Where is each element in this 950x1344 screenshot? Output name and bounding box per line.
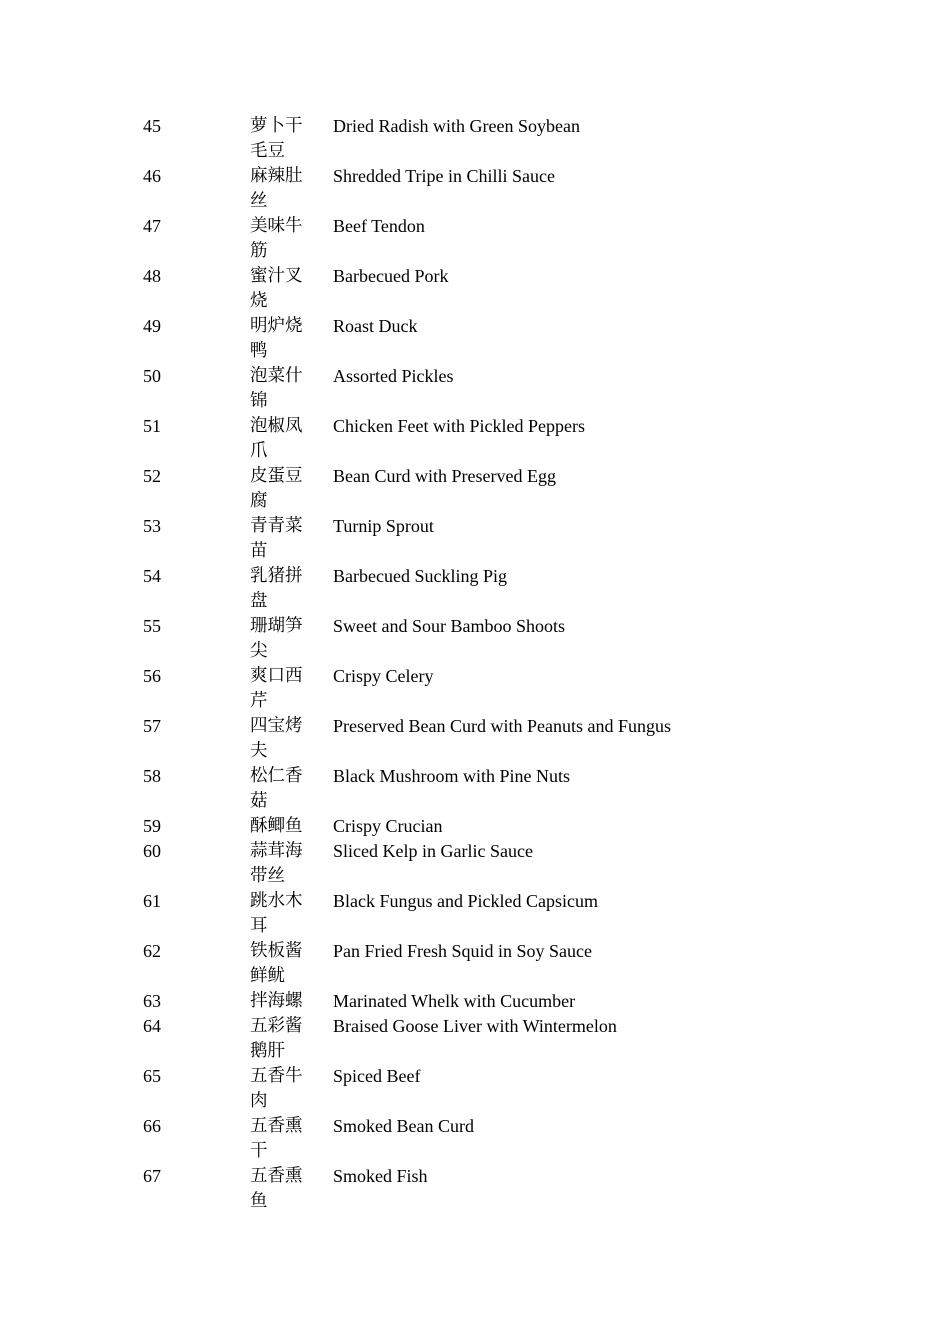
menu-table xyxy=(143,114,783,1214)
menu-row xyxy=(143,414,783,464)
item-number: 63 xyxy=(143,991,161,1011)
item-chinese-name: 珊瑚笋尖 xyxy=(250,616,303,661)
menu-row xyxy=(143,614,783,664)
item-chinese-name: 五香牛肉 xyxy=(250,1066,303,1111)
item-english-name: Turnip Sprout xyxy=(333,516,434,536)
menu-row xyxy=(143,1064,783,1114)
item-number: 53 xyxy=(143,516,161,536)
item-english-name: Shredded Tripe in Chilli Sauce xyxy=(333,166,555,186)
item-number: 61 xyxy=(143,891,161,911)
item-chinese-name: 松仁香菇 xyxy=(250,766,303,811)
item-english-name: Marinated Whelk with Cucumber xyxy=(333,991,576,1011)
menu-row xyxy=(143,989,783,1014)
item-chinese-name: 麻辣肚丝 xyxy=(250,166,303,211)
item-chinese-name: 拌海螺 xyxy=(250,991,303,1011)
item-english-name: Pan Fried Fresh Squid in Soy Sauce xyxy=(333,941,592,961)
menu-row xyxy=(143,314,783,364)
item-english-name: Sliced Kelp in Garlic Sauce xyxy=(333,841,533,861)
item-chinese-name: 蒜茸海带丝 xyxy=(250,841,303,886)
item-number: 47 xyxy=(143,216,161,236)
item-number: 65 xyxy=(143,1066,161,1086)
item-number: 66 xyxy=(143,1116,161,1136)
item-number: 46 xyxy=(143,166,161,186)
item-chinese-name: 酥鲫鱼 xyxy=(250,816,303,836)
item-chinese-name: 萝卜干毛豆 xyxy=(250,116,303,161)
item-chinese-name: 明炉烧鸭 xyxy=(250,316,303,361)
item-chinese-name: 乳猪拼盘 xyxy=(250,566,303,611)
item-number: 55 xyxy=(143,616,161,636)
item-chinese-name: 爽口西芹 xyxy=(250,666,303,711)
menu-row xyxy=(143,514,783,564)
item-chinese-name: 泡菜什锦 xyxy=(250,366,303,411)
item-chinese-name: 四宝烤夫 xyxy=(250,716,303,761)
item-english-name: Chicken Feet with Pickled Peppers xyxy=(333,416,585,436)
item-english-name: Dried Radish with Green Soybean xyxy=(333,116,580,136)
item-chinese-name: 青青菜苗 xyxy=(250,516,303,561)
menu-row xyxy=(143,1114,783,1164)
item-english-name: Bean Curd with Preserved Egg xyxy=(333,466,556,486)
item-english-name: Black Fungus and Pickled Capsicum xyxy=(333,891,598,911)
menu-row xyxy=(143,164,783,214)
item-number: 56 xyxy=(143,666,161,686)
menu-row xyxy=(143,839,783,889)
menu-row xyxy=(143,939,783,989)
item-chinese-name: 五香熏干 xyxy=(250,1116,303,1161)
item-chinese-name: 蜜汁叉烧 xyxy=(250,266,303,311)
menu-row xyxy=(143,564,783,614)
item-number: 51 xyxy=(143,416,161,436)
item-number: 62 xyxy=(143,941,161,961)
item-english-name: Sweet and Sour Bamboo Shoots xyxy=(333,616,565,636)
item-number: 48 xyxy=(143,266,161,286)
item-chinese-name: 铁板酱鲜鱿 xyxy=(250,941,303,986)
item-english-name: Crispy Crucian xyxy=(333,816,443,836)
item-chinese-name: 五彩酱鹅肝 xyxy=(250,1016,303,1061)
menu-row xyxy=(143,814,783,839)
menu-row xyxy=(143,1014,783,1064)
item-english-name: Black Mushroom with Pine Nuts xyxy=(333,766,570,786)
item-number: 67 xyxy=(143,1166,161,1186)
item-number: 57 xyxy=(143,716,161,736)
menu-row xyxy=(143,464,783,514)
item-english-name: Roast Duck xyxy=(333,316,418,336)
menu-row xyxy=(143,1164,783,1214)
item-chinese-name: 美味牛筋 xyxy=(250,216,303,261)
item-english-name: Spiced Beef xyxy=(333,1066,421,1086)
menu-row xyxy=(143,714,783,764)
item-chinese-name: 跳水木耳 xyxy=(250,891,303,936)
item-number: 54 xyxy=(143,566,161,586)
item-chinese-name: 五香熏鱼 xyxy=(250,1166,303,1211)
item-number: 64 xyxy=(143,1016,161,1036)
menu-row xyxy=(143,264,783,314)
item-english-name: Smoked Bean Curd xyxy=(333,1116,474,1136)
item-number: 58 xyxy=(143,766,161,786)
item-number: 52 xyxy=(143,466,161,486)
item-english-name: Smoked Fish xyxy=(333,1166,428,1186)
item-number: 49 xyxy=(143,316,161,336)
item-english-name: Preserved Bean Curd with Peanuts and Fungus xyxy=(333,716,671,736)
item-chinese-name: 泡椒凤爪 xyxy=(250,416,303,461)
item-english-name: Barbecued Pork xyxy=(333,266,449,286)
item-number: 60 xyxy=(143,841,161,861)
item-english-name: Crispy Celery xyxy=(333,666,434,686)
item-chinese-name: 皮蛋豆腐 xyxy=(250,466,303,511)
menu-row xyxy=(143,364,783,414)
menu-row xyxy=(143,664,783,714)
menu-row xyxy=(143,764,783,814)
item-english-name: Braised Goose Liver with Wintermelon xyxy=(333,1016,617,1036)
item-english-name: Barbecued Suckling Pig xyxy=(333,566,507,586)
item-number: 45 xyxy=(143,116,161,136)
menu-row xyxy=(143,214,783,264)
item-english-name: Beef Tendon xyxy=(333,216,425,236)
menu-row xyxy=(143,889,783,939)
item-number: 59 xyxy=(143,816,161,836)
item-english-name: Assorted Pickles xyxy=(333,366,454,386)
item-number: 50 xyxy=(143,366,161,386)
menu-row xyxy=(143,114,783,164)
